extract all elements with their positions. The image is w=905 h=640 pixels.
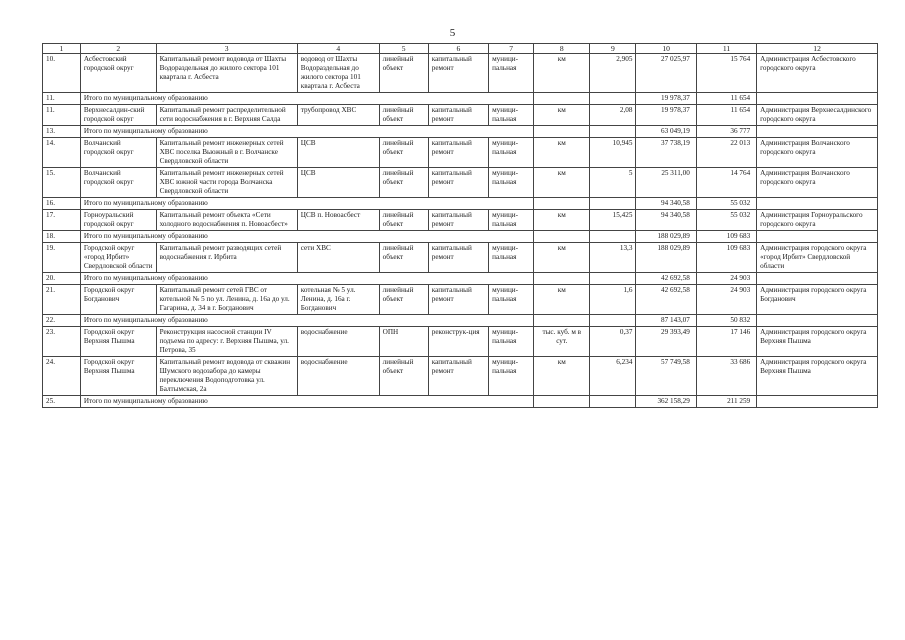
subtotal-label-cell: Итого по муниципальному образованию [80, 126, 533, 138]
quantity-cell: 6,234 [590, 357, 636, 396]
subtotal-cost-cell: 188 029,89 [636, 231, 696, 243]
column-number-cell: 5 [379, 44, 428, 54]
empty-cell [590, 93, 636, 105]
customer-cell: Администрация Волчанского городского округа [757, 138, 878, 168]
table-row [43, 210, 878, 231]
investment-table [42, 43, 878, 408]
work-type-cell: капитальный ремонт [428, 54, 488, 93]
subtotal-label-cell: Итого по муниципальному образованию [80, 231, 533, 243]
amount-cell: 33 686 [696, 357, 756, 396]
work-type-cell: капитальный ремонт [428, 357, 488, 396]
object-kind-cell: линейный объект [379, 168, 428, 198]
facility-cell: ЦСВ [297, 168, 379, 198]
subtotal-amount-cell: 50 832 [696, 315, 756, 327]
ownership-cell: муници-пальная [489, 138, 534, 168]
subtotal-row [43, 93, 878, 105]
subtotal-cost-cell: 19 978,37 [636, 93, 696, 105]
facility-cell: водовод от Шахты Водораздельная до жилого сектора 101 квартала г. Асбеста [297, 54, 379, 93]
object-kind-cell: линейный объект [379, 285, 428, 315]
object-name-cell: Капитальный ремонт инженерных сетей ХВС южной части города Волчанска Свердловской области [156, 168, 297, 198]
empty-cell [534, 198, 590, 210]
subtotal-amount-cell: 24 903 [696, 273, 756, 285]
ownership-cell: муници-пальная [489, 210, 534, 231]
column-number-cell: 2 [80, 44, 156, 54]
ownership-cell: муници-пальная [489, 243, 534, 273]
territory-cell: Городской округ «город Ирбит» Свердловской области [80, 243, 156, 273]
row-number-cell: 17. [43, 210, 81, 231]
row-number-cell: 21. [43, 285, 81, 315]
column-number-cell: 4 [297, 44, 379, 54]
subtotal-cost-cell: 362 158,29 [636, 396, 696, 408]
cost-cell: 19 978,37 [636, 105, 696, 126]
object-name-cell: Капитальный ремонт водовода от Шахты Водораздельная до жилого сектора 101 квартала г. Асбеста [156, 54, 297, 93]
ownership-cell: муници-пальная [489, 54, 534, 93]
quantity-cell: 0,37 [590, 327, 636, 357]
work-type-cell: капитальный ремонт [428, 168, 488, 198]
subtotal-row [43, 396, 878, 408]
amount-cell: 17 146 [696, 327, 756, 357]
subtotal-amount-cell: 211 259 [696, 396, 756, 408]
column-number-cell: 3 [156, 44, 297, 54]
subtotal-label-cell: Итого по муниципальному образованию [80, 315, 533, 327]
ownership-cell: муници-пальная [489, 327, 534, 357]
empty-cell [590, 315, 636, 327]
table-row [43, 105, 878, 126]
territory-cell: Волчанский городской округ [80, 168, 156, 198]
customer-cell: Администрация Волчанского городского округа [757, 168, 878, 198]
table-row [43, 357, 878, 396]
work-type-cell: капитальный ремонт [428, 285, 488, 315]
object-kind-cell: линейный объект [379, 357, 428, 396]
empty-cell [534, 396, 590, 408]
object-kind-cell: ОПН [379, 327, 428, 357]
quantity-cell: 1,6 [590, 285, 636, 315]
column-number-cell: 1 [43, 44, 81, 54]
cost-cell: 37 738,19 [636, 138, 696, 168]
table-row [43, 138, 878, 168]
subtotal-label-cell: Итого по муниципальному образованию [80, 273, 533, 285]
territory-cell: Городской округ Верхняя Пышма [80, 327, 156, 357]
work-type-cell: капитальный ремонт [428, 243, 488, 273]
column-number-cell: 9 [590, 44, 636, 54]
facility-cell: сети ХВС [297, 243, 379, 273]
empty-cell [757, 315, 878, 327]
empty-cell [757, 231, 878, 243]
amount-cell: 24 903 [696, 285, 756, 315]
amount-cell: 15 764 [696, 54, 756, 93]
customer-cell: Администрация Горноуральского городского округа [757, 210, 878, 231]
territory-cell: Городской округ Богданович [80, 285, 156, 315]
cost-cell: 29 393,49 [636, 327, 696, 357]
unit-cell: км [534, 105, 590, 126]
empty-cell [757, 126, 878, 138]
cost-cell: 188 029,89 [636, 243, 696, 273]
row-number-cell: 10. [43, 54, 81, 93]
subtotal-label-cell: Итого по муниципальному образованию [80, 93, 533, 105]
unit-cell: км [534, 285, 590, 315]
territory-cell: Городской округ Верхняя Пышма [80, 357, 156, 396]
empty-cell [534, 273, 590, 285]
unit-cell: км [534, 138, 590, 168]
customer-cell: Администрация городского округа Верхняя Пышма [757, 327, 878, 357]
customer-cell: Администрация Верхнесалдинского городского округа [757, 105, 878, 126]
column-number-cell: 6 [428, 44, 488, 54]
row-number-cell: 23. [43, 327, 81, 357]
facility-cell: водоснабжение [297, 357, 379, 396]
quantity-cell: 15,425 [590, 210, 636, 231]
row-number-cell: 25. [43, 396, 81, 408]
facility-cell: ЦСВ п. Новоасбест [297, 210, 379, 231]
work-type-cell: реконструк-ция [428, 327, 488, 357]
ownership-cell: муници-пальная [489, 285, 534, 315]
empty-cell [590, 273, 636, 285]
subtotal-cost-cell: 94 340,58 [636, 198, 696, 210]
quantity-cell: 2,905 [590, 54, 636, 93]
amount-cell: 14 764 [696, 168, 756, 198]
empty-cell [757, 198, 878, 210]
empty-cell [534, 315, 590, 327]
subtotal-amount-cell: 11 654 [696, 93, 756, 105]
cost-cell: 57 749,58 [636, 357, 696, 396]
unit-cell: тыс. куб. м в сут. [534, 327, 590, 357]
unit-cell: км [534, 243, 590, 273]
amount-cell: 55 032 [696, 210, 756, 231]
row-number-cell: 16. [43, 198, 81, 210]
column-number-cell: 8 [534, 44, 590, 54]
unit-cell: км [534, 357, 590, 396]
row-number-cell: 15. [43, 168, 81, 198]
object-kind-cell: линейный объект [379, 243, 428, 273]
cost-cell: 94 340,58 [636, 210, 696, 231]
unit-cell: км [534, 210, 590, 231]
subtotal-amount-cell: 109 683 [696, 231, 756, 243]
work-type-cell: капитальный ремонт [428, 210, 488, 231]
empty-cell [757, 396, 878, 408]
subtotal-row [43, 315, 878, 327]
subtotal-row [43, 126, 878, 138]
quantity-cell: 10,945 [590, 138, 636, 168]
row-number-cell: 13. [43, 126, 81, 138]
object-kind-cell: линейный объект [379, 138, 428, 168]
subtotal-cost-cell: 63 049,19 [636, 126, 696, 138]
row-number-cell: 22. [43, 315, 81, 327]
empty-cell [590, 126, 636, 138]
object-name-cell: Капитальный ремонт инженерных сетей ХВС поселка Вьюжный в г. Волчанске Свердловской области [156, 138, 297, 168]
column-number-cell: 7 [489, 44, 534, 54]
customer-cell: Администрация городского округа «город Ирбит» Свердловской области [757, 243, 878, 273]
empty-cell [534, 93, 590, 105]
row-number-cell: 11. [43, 105, 81, 126]
quantity-cell: 13,3 [590, 243, 636, 273]
object-kind-cell: линейный объект [379, 54, 428, 93]
subtotal-row [43, 273, 878, 285]
customer-cell: Администрация Асбестовского городского округа [757, 54, 878, 93]
subtotal-label-cell: Итого по муниципальному образованию [80, 198, 533, 210]
object-name-cell: Реконструкция насосной станции IV подъема по адресу: г. Верхняя Пышма, ул. Петрова, 35 [156, 327, 297, 357]
unit-cell: км [534, 54, 590, 93]
empty-cell [590, 396, 636, 408]
facility-cell: ЦСВ [297, 138, 379, 168]
facility-cell: водоснабжение [297, 327, 379, 357]
cost-cell: 27 025,97 [636, 54, 696, 93]
amount-cell: 109 683 [696, 243, 756, 273]
object-name-cell: Капитальный ремонт объекта «Сети холодного водоснабжения п. Новоасбест» [156, 210, 297, 231]
row-number-cell: 18. [43, 231, 81, 243]
facility-cell: котельная № 5 ул. Ленина, д. 16а г. Богданович [297, 285, 379, 315]
cost-cell: 25 311,00 [636, 168, 696, 198]
territory-cell: Асбестовский городской округ [80, 54, 156, 93]
subtotal-label-cell: Итого по муниципальному образованию [80, 396, 533, 408]
ownership-cell: муници-пальная [489, 357, 534, 396]
quantity-cell: 2,08 [590, 105, 636, 126]
customer-cell: Администрация городского округа Богданович [757, 285, 878, 315]
customer-cell: Администрация городского округа Верхняя Пышма [757, 357, 878, 396]
column-number-cell: 10 [636, 44, 696, 54]
territory-cell: Волчанский городской округ [80, 138, 156, 168]
row-number-cell: 20. [43, 273, 81, 285]
object-kind-cell: линейный объект [379, 105, 428, 126]
table-row [43, 54, 878, 93]
territory-cell: Горноуральский городской округ [80, 210, 156, 231]
territory-cell: Верхнесалдин-ский городской округ [80, 105, 156, 126]
subtotal-cost-cell: 42 692,58 [636, 273, 696, 285]
object-name-cell: Капитальный ремонт водовода от скважин Шумского водозабора до камеры переключения Водоподготовка ул. Балтымская, 2а [156, 357, 297, 396]
cost-cell: 42 692,58 [636, 285, 696, 315]
row-number-cell: 24. [43, 357, 81, 396]
subtotal-amount-cell: 55 032 [696, 198, 756, 210]
object-name-cell: Капитальный ремонт разводящих сетей водоснабжения г. Ирбита [156, 243, 297, 273]
work-type-cell: капитальный ремонт [428, 105, 488, 126]
row-number-cell: 14. [43, 138, 81, 168]
column-number-cell: 12 [757, 44, 878, 54]
unit-cell: км [534, 168, 590, 198]
subtotal-amount-cell: 36 777 [696, 126, 756, 138]
object-kind-cell: линейный объект [379, 210, 428, 231]
column-number-cell: 11 [696, 44, 756, 54]
object-name-cell: Капитальный ремонт распределительной сети водоснабжения в г. Верхняя Салда [156, 105, 297, 126]
empty-cell [534, 126, 590, 138]
row-number-cell: 19. [43, 243, 81, 273]
page-number: 5 [449, 27, 456, 39]
empty-cell [757, 273, 878, 285]
subtotal-row [43, 231, 878, 243]
column-number-row [43, 44, 878, 54]
empty-cell [757, 93, 878, 105]
object-name-cell: Капитальный ремонт сетей ГВС от котельной № 5 по ул. Ленина, д. 16а до ул. Гагарина, д. 34 в г. Богданович [156, 285, 297, 315]
quantity-cell: 5 [590, 168, 636, 198]
amount-cell: 22 013 [696, 138, 756, 168]
empty-cell [590, 231, 636, 243]
table-row [43, 243, 878, 273]
ownership-cell: муници-пальная [489, 105, 534, 126]
table-row [43, 285, 878, 315]
empty-cell [590, 198, 636, 210]
table-row [43, 327, 878, 357]
amount-cell: 11 654 [696, 105, 756, 126]
empty-cell [534, 231, 590, 243]
table-row [43, 168, 878, 198]
subtotal-cost-cell: 87 143,07 [636, 315, 696, 327]
work-type-cell: капитальный ремонт [428, 138, 488, 168]
facility-cell: трубопровод ХВС [297, 105, 379, 126]
ownership-cell: муници-пальная [489, 168, 534, 198]
row-number-cell: 11. [43, 93, 81, 105]
subtotal-row [43, 198, 878, 210]
